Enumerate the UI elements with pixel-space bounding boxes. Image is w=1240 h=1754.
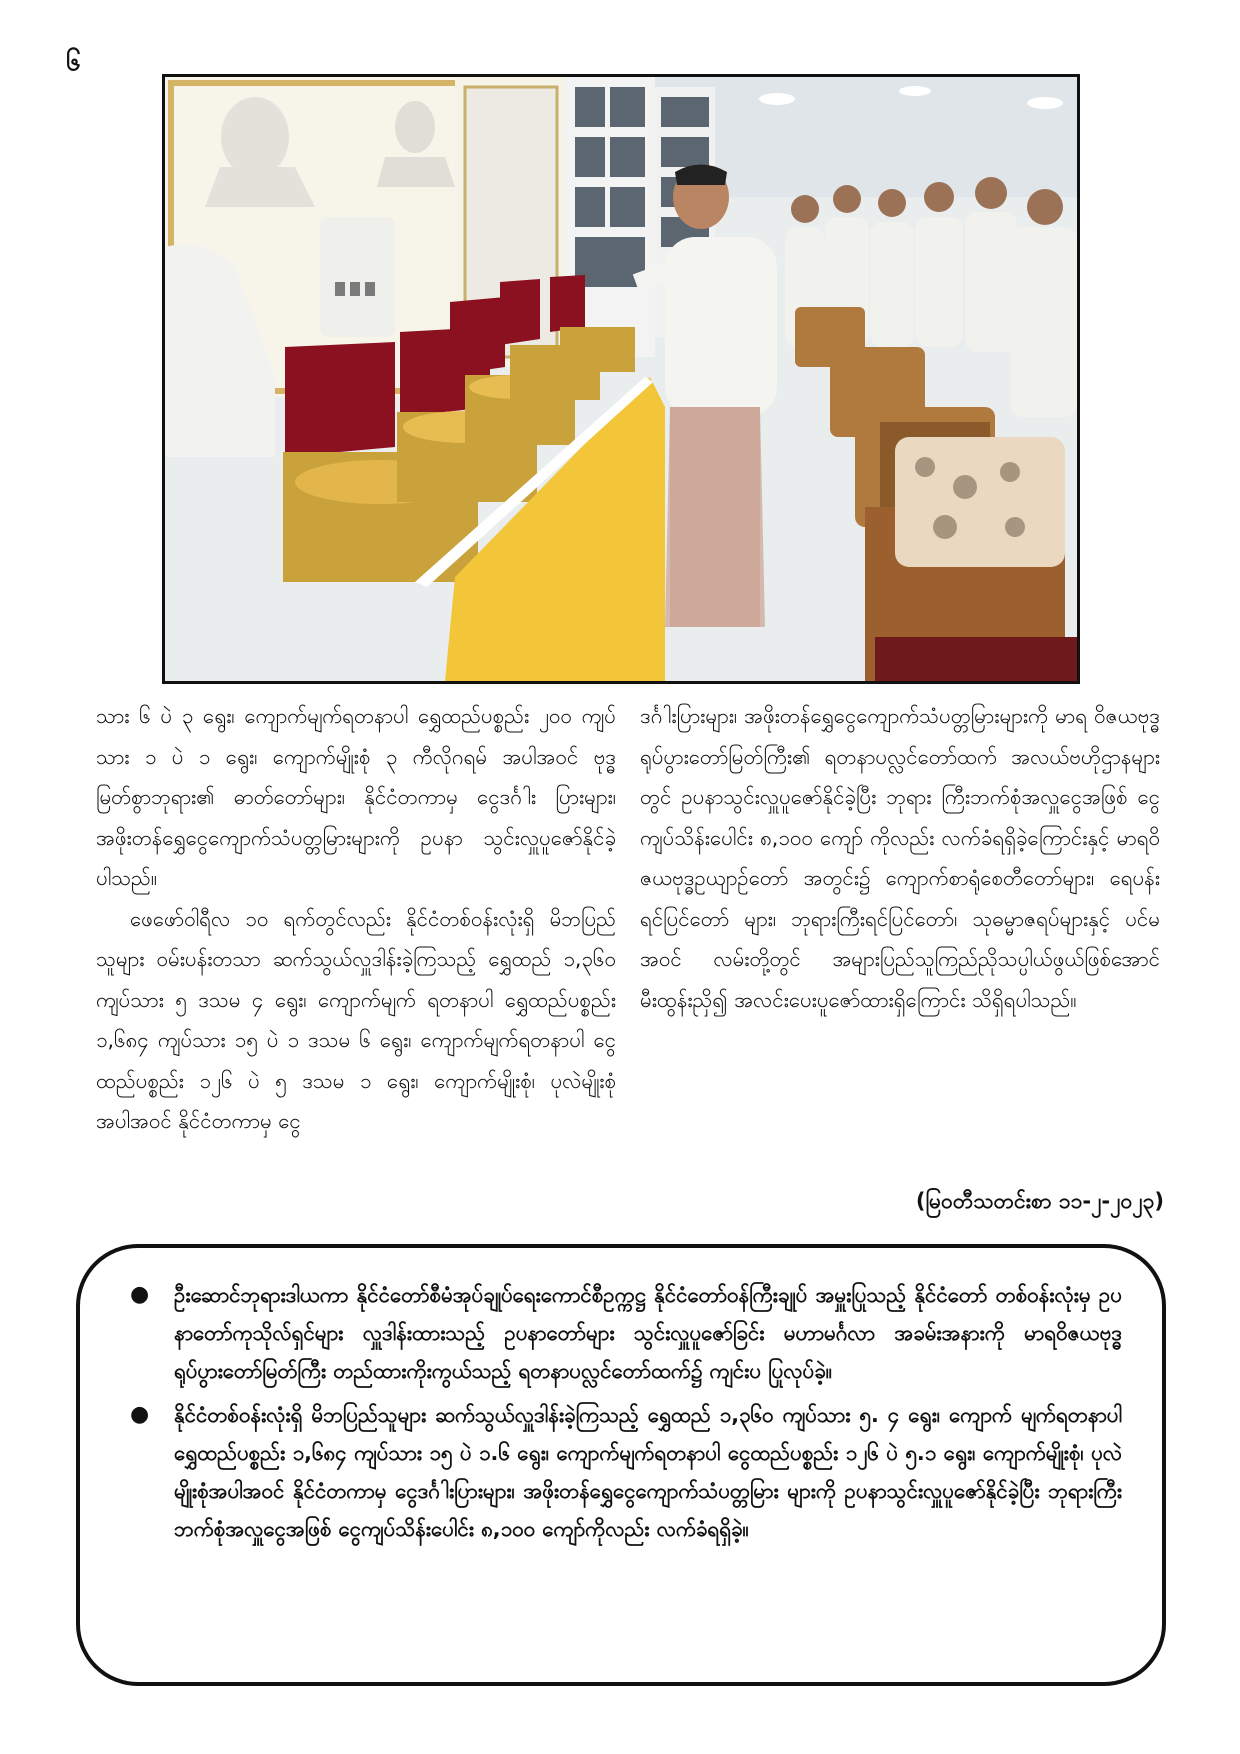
summary-item bbox=[124, 1276, 1122, 1390]
article-paragraph: ဒင်္ဂါးပြားများ၊ အဖိုးတန်ရွှေငွေကျောက်သံပတ္တမြားများကို မာရ ဝိဇယဗုဒ္ဓရုပ်ပွားတော်မြတ်ကြီး၏ ရတနာပလ္လင်တော်ထက် အလယ်ဗဟိုဌာနများတွင် ဥပနာသွင်းလှူပူဇော်နိုင်ခဲ့ပြီး ဘုရား ကြီးဘက်စုံအလှူငွေအဖြစ် ငွေကျပ်သိန်းပေါင်း ၈,၁၀၀ ကျော် ကိုလည်း လက်ခံရရှိခဲ့ကြောင်းနှင့် မာရဝိဇယဗုဒ္ဓဥယျာဉ်တော် အတွင်း၌ ကျောက်စာရုံစေတီတော်များ၊ ရေပန်းရင်ပြင်တော် များ၊ ဘုရားကြီးရင်ပြင်တော်၊ သုဓမ္မာဇရပ်များနှင့် ပင်မအဝင် လမ်းတို့တွင် အများပြည်သူကြည်ညိုသပ္ပါယ်ဖွယ်ဖြစ်အောင် မီးထွန်းညှိ၍ အလင်းပေးပူဇော်ထားရှိကြောင်း သိရှိရပါသည်။ bbox=[640, 704, 1160, 1012]
article-column-right bbox=[640, 696, 1160, 1020]
bullet-icon: ● bbox=[130, 1402, 150, 1427]
page-number: ၆ bbox=[66, 47, 81, 77]
summary-item bbox=[124, 1396, 1122, 1548]
source-citation: (မြဝတီသတင်းစာ ၁၁-၂-၂၀၂၃) bbox=[915, 1189, 1164, 1213]
summary-box bbox=[76, 1244, 1166, 1686]
article-column-left bbox=[96, 696, 616, 1142]
exhibition-photo bbox=[162, 74, 1080, 684]
summary-list bbox=[124, 1276, 1122, 1548]
photo-exhibition-image bbox=[165, 77, 1077, 681]
article-paragraph: သား ၆ ပဲ ၃ ရွေး၊ ကျောက်မျက်ရတနာပါ ရွှေထည်ပစ္စည်း ၂၀၀ ကျပ်သား ၁ ပဲ ၁ ရွေး၊ ကျောက်မျိုးစုံ ၃ ကီလိုဂရမ် အပါအဝင် ဗုဒ္ဓမြတ်စွာဘုရား၏ ဓာတ်တော်များ၊ နိုင်ငံတကာမှ ငွေဒင်္ဂါး ပြားများ၊ အဖိုးတန်ရွှေငွေကျောက်သံပတ္တမြားများကို ဥပနာ သွင်းလှူပူဇော်နိုင်ခဲ့ပါသည်။ bbox=[96, 704, 616, 890]
summary-item-text: နိုင်ငံတစ်ဝန်းလုံးရှိ မိဘပြည်သူများ ဆက်သွယ်လှူဒါန်းခဲ့ကြသည့် ရွှေထည် ၁,၃၆၀ ကျပ်သား ၅. ၄ ရွေး၊ ကျောက် မျက်ရတနာပါ ရွှေထည်ပစ္စည်း ၁,၆၈၄ ကျပ်သား ၁၅ ပဲ ၁.၆ ရွေး၊ ကျောက်မျက်ရတနာပါ ငွေထည်ပစ္စည်း ၁၂၆ ပဲ ၅.၁ ရွေး၊ ကျောက်မျိုးစုံ၊ ပုလဲမျိုးစုံအပါအဝင် နိုင်ငံတကာမှ ငွေဒင်္ဂါးပြားများ၊ အဖိုးတန်ရွှေငွေကျောက်သံပတ္တမြား များကို ဥပနာသွင်းလှူပူဇော်နိုင်ခဲ့ပြီး ဘုရားကြီးဘက်စုံအလှူငွေအဖြစ် ငွေကျပ်သိန်းပေါင်း ၈,၁၀၀ ကျော်ကိုလည်း လက်ခံရရှိခဲ့။ bbox=[174, 1403, 1122, 1541]
article-paragraph: ဖေဖော်ဝါရီလ ၁၀ ရက်တွင်လည်း နိုင်ငံတစ်ဝန်းလုံးရှိ မိဘပြည်သူများ ဝမ်းပန်းတသာ ဆက်သွယ်လှူဒါန်းခဲ့ကြသည့် ရွှေထည် ၁,၃၆၀ ကျပ်သား ၅ ဒသမ ၄ ရွေး၊ ကျောက်မျက် ရတနာပါ ရွှေထည်ပစ္စည်း ၁,၆၈၄ ကျပ်သား ၁၅ ပဲ ၁ ဒသမ ၆ ရွေး၊ ကျောက်မျက်ရတနာပါ ငွေထည်ပစ္စည်း ၁၂၆ ပဲ ၅ ဒသမ ၁ ရွေး၊ ကျောက်မျိုးစုံ၊ ပုလဲမျိုးစုံအပါအဝင် နိုင်ငံတကာမှ ငွေ bbox=[96, 906, 616, 1133]
bullet-icon: ● bbox=[130, 1282, 150, 1307]
summary-item-text: ဦးဆောင်ဘုရားဒါယကာ နိုင်ငံတော်စီမံအုပ်ချုပ်ရေးကောင်စီဥက္ကဋ္ဌ နိုင်ငံတော်ဝန်ကြီးချုပ် အမှူးပြုသည့် နိုင်ငံတော် တစ်ဝန်းလုံးမှ ဥပနာတော်ကုသိုလ်ရှင်များ လှူဒါန်းထားသည့် ဥပနာတော်များ သွင်းလှူပူဇော်ခြင်း မဟာမင်္ဂလာ အခမ်းအနားကို မာရဝိဇယဗုဒ္ဓရုပ်ပွားတော်မြတ်ကြီး တည်ထားကိုးကွယ်သည့် ရတနာပလ္လင်တော်ထက်၌ ကျင်းပ ပြုလုပ်ခဲ့။ bbox=[174, 1283, 1122, 1383]
